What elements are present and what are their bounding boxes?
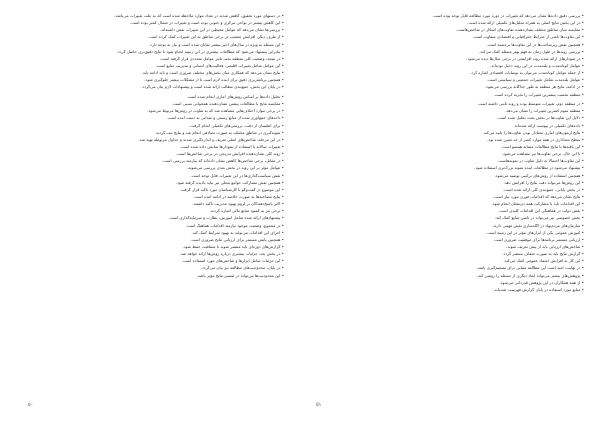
- text-line: • در نهایت، امید است این مطالعه مبنایی برای تصمیم‌گیری باشد.: [476, 266, 584, 271]
- text-line: • نتایج نشان می‌دهد که اقدامات فوری مورد نیاز است.: [493, 194, 584, 199]
- text-line: • نتایج نشان می‌دهد که همکاری میان بخش‌های مختلف ضروری است و باید ادامه یابد.: [141, 71, 284, 76]
- text-line: • در مقابل، برخی شاخص‌ها کاهش نشان داده‌اند که نیازمند بررسی است.: [161, 159, 284, 164]
- text-line: • این تفاوت‌ها احتمالاً به دلیل تفاوت در نمونه‌هاست.: [497, 159, 584, 164]
- text-line: • این کار به افزایش اعتماد عمومی کمک می‌کند.: [503, 259, 584, 264]
- text-line: • در ادامه، نتایج هر منطقه به طور جداگانه بررسی می‌شود.: [484, 85, 584, 90]
- text-line: • این موضوع در گفت‌وگو با کارشناسان مورد تأکید قرار گرفت.: [179, 187, 284, 192]
- text-line: • آموزش عمومی یکی از ابزارهای مؤثر در این زمینه است.: [486, 230, 584, 235]
- text-line: • این روش‌ها می‌تواند دقت نتایج را افزایش دهد.: [503, 180, 584, 185]
- text-line: • نتایج آزمون‌های آماری معنادار بودن تفاوت‌ها را تأیید می‌کند.: [482, 130, 584, 135]
- text-line: • این کاهش بیشتر در نواحی مرکزی و جنوبی بوده است و تغییرات در شمال کمتر بوده است.: [129, 21, 284, 26]
- text-line: • همچنین نقش مشارکت جوامع محلی نیز نباید نادیده گرفته شود.: [175, 180, 284, 185]
- text-line: • این عوامل شامل تغییرات اقلیمی، فعالیت‌های انسانی و مدیریت منابع است.: [155, 63, 284, 68]
- text-line: • در بخش بعد، جزئیات بیشتری درباره روش‌ها ارائه خواهد شد.: [179, 252, 284, 257]
- text-line: • در منطقه دوم، تغییرات متوسط بوده و روند ثابتی داشته است.: [477, 102, 584, 107]
- text-line: • پژوهش‌های بیشتر می‌تواند ابعاد دیگری از مسئله را روشن کند.: [476, 273, 584, 278]
- text-line: • منطقه نخست بیشترین تغییرات را تجربه کرده است.: [493, 92, 584, 97]
- text-line: • همچنین پایش مستمر برای ارزیابی نتایج ضروری است.: [190, 237, 284, 242]
- text-line: • بررسی‌ها نشان می‌دهد که عوامل محیطی در این تغییرات نقش داشته‌اند.: [159, 28, 284, 33]
- text-line: • در نتیجه، وضعیت کلی منطقه تحت تأثیر عوامل متعددی قرار گرفته است.: [159, 56, 284, 61]
- text-line: • نتایج مصاحبه‌ها به صورت خلاصه در ادامه آمده است.: [193, 194, 284, 199]
- text-line: • سازمان‌های مردم‌نهاد در آگاه‌سازی نقش مهمی دارند.: [492, 223, 584, 228]
- text-line: • این تفاوت‌ها ناشی از شرایط جغرافیایی و اقتصادی متفاوت است.: [472, 35, 584, 40]
- text-line: • از همه همکاران در این پژوهش قدردانی می‌شود.: [499, 280, 584, 285]
- text-line: • بخش خصوصی نیز می‌تواند در تأمین منابع کمک کند.: [494, 216, 584, 221]
- text-line: • پیشنهادهای ارائه شده شامل آموزش، نظارت و سرمایه‌گذاری است.: [168, 216, 284, 221]
- text-line: • در این مرحله، شاخص‌های اصلی تعریف و اندازه‌گیری شدند و جداول مربوطه تهیه شد.: [138, 137, 284, 142]
- text-line: • همچنین استفاده از روش‌های ترکیبی توصیه می‌شود.: [494, 173, 584, 178]
- text-line: • همچنین برنامه‌ریزی دقیق برای آینده لازم است تا از مشکلات بیشتر جلوگیری شود.: [144, 78, 284, 83]
- left-page-number: ٥٠: [28, 402, 34, 408]
- text-line: • در مجموع، وضعیت موجود نیازمند اقدامات هماهنگ است.: [185, 223, 284, 228]
- text-line: • عوامل کوتاه‌مدت و بلندمدت در این روند دخیل بوده‌اند.: [490, 63, 584, 68]
- text-line: • داده‌های جمع‌آوری شده از منابع رسمی و میدانی به دست آمده است.: [166, 116, 284, 121]
- text-line: • مقایسه نتایج با مطالعات پیشین نشان‌دهنده همخوانی نسبی است.: [171, 102, 284, 107]
- text-line: • این مسئله به ویژه در سال‌های اخیر بیشتر نمایان شده است و نیاز به توجه دارد.: [148, 42, 284, 47]
- text-line: • بررسی روندها در طول زمان به فهم بهتر مسئله کمک می‌کند.: [479, 49, 584, 54]
- text-line: • برای اطمینان از دقت، بررسی‌های تکمیلی انجام گرفت.: [189, 123, 284, 128]
- text-line: • از جمله عوامل کوتاه‌مدت می‌توان به نوسانات اقتصادی اشاره کرد.: [469, 71, 584, 76]
- text-line: • ارزیابی مستمر برنامه‌ها برای موفقیت ضروری است.: [493, 237, 584, 242]
- text-line: • مقایسه میان مناطق مختلف نشان‌دهنده تفاوت‌های آشکار در شاخص‌هاست.: [455, 28, 584, 33]
- text-line: • در دستهای مورد تحقیق، کاهش شدید در تعداد موارد ملاحظه شده است که به علت تغییرات می‌باشد.: [114, 14, 284, 18]
- text-line: • در پایان این بخش، جمع‌بندی مطالب ارائه شده است و پیشنهادات لازم بیان می‌گردد.: [141, 85, 284, 90]
- text-line: • در بخش پایانی، جمع‌بندی کلی ارائه شده است.: [502, 187, 584, 192]
- text-line: • اجرای این اقدامات می‌تواند به بهبود شرایط کمک کند.: [191, 230, 284, 235]
- text-line: • شاخص‌های ارزیابی باید از پیش تعریف شوند.: [506, 244, 584, 249]
- right-page: [300, 0, 600, 424]
- text-line: • گزارش‌های دوره‌ای باید منتشر شوند تا شفافیت حفظ شود.: [182, 244, 284, 249]
- text-line: • در این بخش نتایج اصلی به همراه تحلیل‌های تکمیلی ارائه شده است.: [467, 21, 584, 26]
- right-page-number: ٥١: [316, 402, 322, 408]
- text-line: • منابع مورد استفاده در پایان گزارش فهرست شده‌اند.: [493, 287, 584, 292]
- text-line: • اکثر پاسخ‌دهندگان بر لزوم بهبود مدیریت تأکید داشتند.: [192, 202, 284, 207]
- text-line: • دلایل این تفاوت‌ها در بخش بحث تحلیل شده است.: [496, 116, 584, 121]
- right-page-text-column: [316, 14, 584, 295]
- text-line: • از طرف دیگر، افزایش جمعیت در برخی مناطق به این تغییرات کمک کرده است.: [147, 35, 284, 40]
- text-line: • گزارش نتایج باید به صورت شفاف منتشر گردد.: [502, 252, 584, 257]
- text-line: • نمونه‌گیری در مناطق مختلف به صورت تصادفی انجام شد و نتایج ثبت گردید.: [154, 130, 284, 135]
- text-line: • این محدودیت‌ها می‌تواند در تفسیر نتایج مؤثر باشد.: [196, 273, 284, 278]
- text-line: • عوامل بلندمدت شامل تغییرات جمعیتی و سیاستی است.: [486, 78, 584, 83]
- text-line: • بنابراین پیشنهاد می‌شود که مطالعات بیشتری در این زمینه انجام شود تا نتایج دقیق‌تری حاصل گردد.: [116, 49, 284, 54]
- text-line: • داده‌های تکمیلی در پیوست ارائه شده‌اند.: [513, 123, 584, 128]
- text-line: • همچنین نقش زیرساخت‌ها در این تفاوت‌ها برجسته است.: [486, 42, 584, 47]
- text-line: • روند کلی نشان‌دهنده افزایش تدریجی در برخی شاخص‌ها است.: [175, 152, 284, 157]
- text-line: • تحلیل داده‌ها بر اساس روش‌های آماری انجام شده است.: [186, 95, 284, 99]
- text-line: • این اقدامات باید با مشارکت همه ذی‌نفعان انجام شود.: [491, 202, 584, 207]
- text-line: • نقش سیاست‌گذاری‌ها در این تغییرات قابل توجه است.: [190, 173, 284, 178]
- text-line: • سطح معناداری در همه موارد کمتر از حد تعیین شده بود.: [487, 137, 584, 142]
- text-line: • در برخی موارد اختلاف‌هایی مشاهده شد که به تفاوت در روش‌ها مربوط می‌شود.: [147, 109, 284, 114]
- text-line: • عوامل مؤثر بر این روند در بخش بعدی بررسی می‌شوند.: [186, 166, 284, 171]
- text-line: • برخی نیز به کمبود منابع مالی اشاره کردند.: [209, 209, 284, 214]
- text-line: • منطقه سوم کمترین تغییرات را نشان می‌دهد.: [505, 109, 584, 114]
- text-line: • نقش دولت در هماهنگی این اقدامات کلیدی است.: [498, 209, 584, 214]
- text-line: • پیشنهاد می‌شود در مطالعات آینده نمونه بزرگ‌تری استفاده شود.: [474, 166, 584, 171]
- text-line: • در پایان، محدودیت‌های مطالعه نیز بیان می‌گردد.: [200, 266, 284, 271]
- text-line: • بررسی دقیق داده‌ها نشان می‌دهد که تغییرات در دوره مورد مطالعه قابل توجه بوده است.: [432, 14, 584, 18]
- left-page-text-column: [28, 14, 284, 281]
- text-line: • در نمودارهای ارائه شده روند افزایشی در برخی سال‌ها دیده می‌شود.: [466, 56, 584, 61]
- text-line: • با این حال، برخی تفاوت‌ها نیز مشاهده می‌شود.: [501, 152, 584, 157]
- text-line: • این جزئیات شامل ابزارها و شاخص‌های مورد استفاده است.: [181, 259, 284, 264]
- text-line: • این یافته‌ها با نتایج مطالعات مشابه همسو است.: [501, 144, 584, 149]
- text-line: • تغییرات سالانه با استفاده از نمودارها نمایش داده شده است.: [179, 144, 284, 149]
